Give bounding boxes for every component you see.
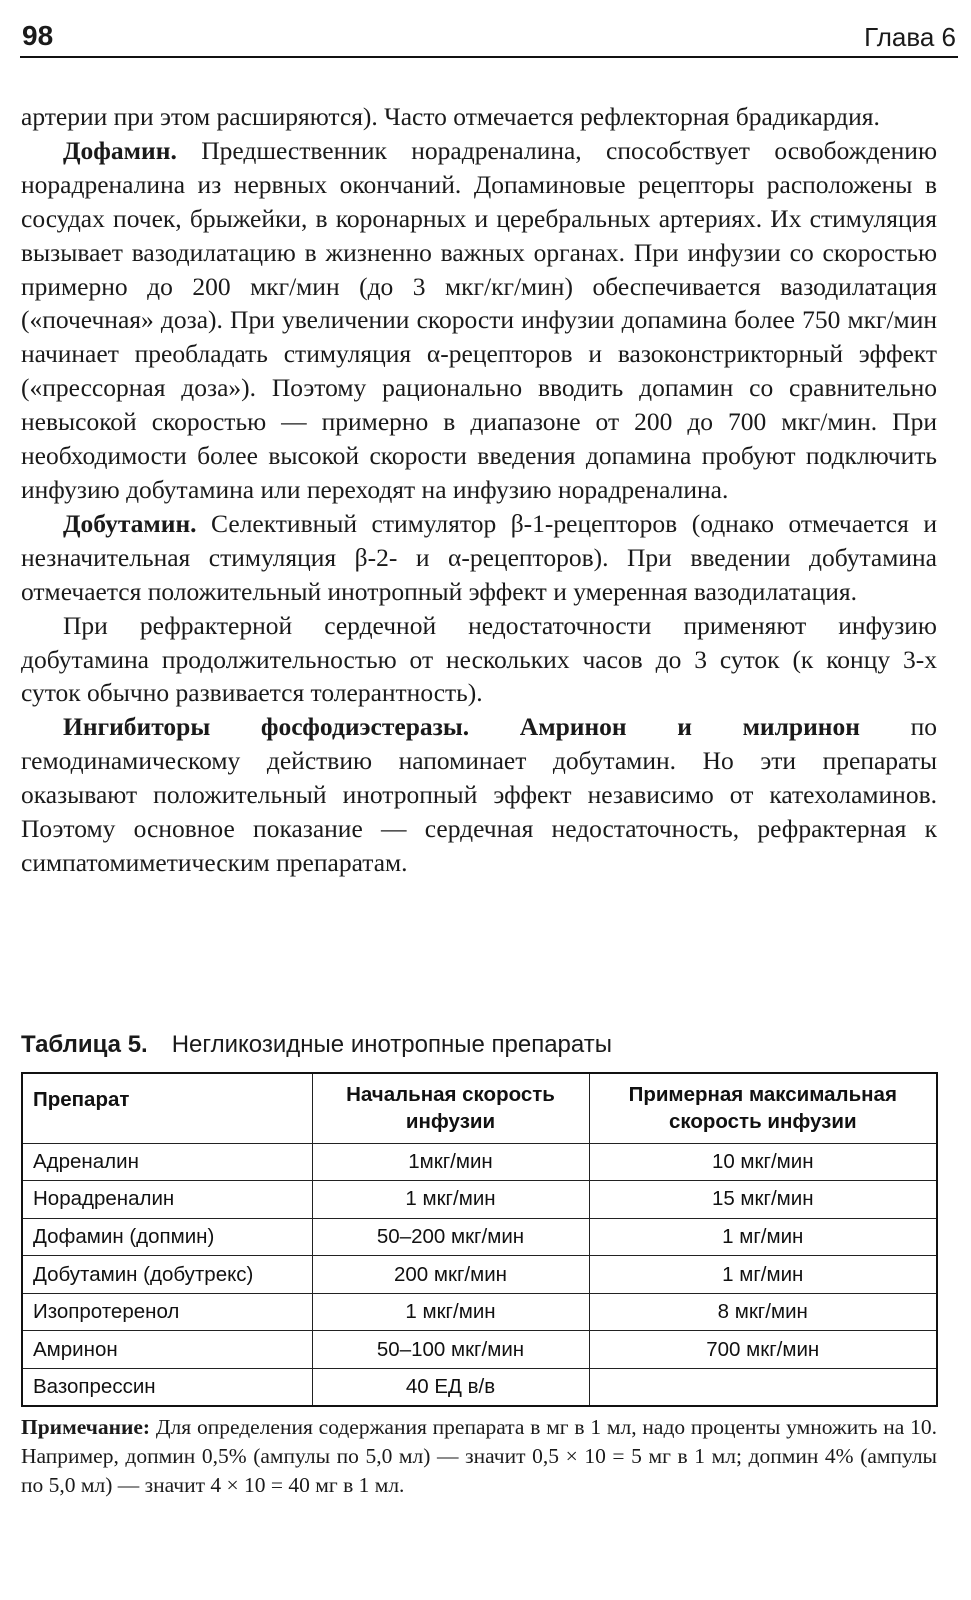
cell-initial-rate: 1мкг/мин — [312, 1143, 589, 1181]
table-row — [22, 1256, 937, 1294]
paragraph-text: Предшественник норадреналина, способствует освобождению норадреналина из нервных окончаний. Допаминовые рецепторы расположены в сосудах почек, брыжейки, в коронарных и церебральных артериях. Их стимуляция вызывает вазодилатацию в жизненно важных органах. При инфузии со скоростью примерно до 200 мкг/мин (до 3 мкг/кг/мин) обеспечивается вазодилатация («почечная» доза). При увеличении скорости инфузии допамина более 750 мкг/мин начинает преобладать стимуляция α-рецепторов и вазоконстрикторный эффект («прессорная доза»). Поэтому рационально вводить допамин со сравнительно невысокой скоростью — примерно в диапазоне от 200 до 700 мкг/мин. При необходимости более высокой скорости введения допамина пробуют подключить инфузию добутамина или переходят на инфузию норадреналина. — [21, 135, 937, 504]
table-note — [21, 1413, 937, 1500]
header-max-rate: Примерная максимальная скорость инфузии — [589, 1073, 937, 1143]
paragraph — [21, 609, 937, 711]
paragraph-lead: Добутамин. — [63, 508, 197, 538]
table-row — [22, 1181, 937, 1219]
cell-max-rate: 700 мкг/мин — [589, 1331, 937, 1369]
paragraph-lead: Дофамин. — [63, 135, 177, 165]
cell-drug: Вазопрессин — [22, 1369, 312, 1407]
table-row — [22, 1143, 937, 1181]
running-head — [20, 18, 958, 58]
paragraph — [21, 507, 937, 609]
cell-max-rate: 10 мкг/мин — [589, 1143, 937, 1181]
cell-max-rate: 1 мг/мин — [589, 1218, 937, 1256]
cell-drug: Адреналин — [22, 1143, 312, 1181]
chapter-title: Глава 6 — [864, 22, 956, 52]
header-initial-rate: Начальная скорость инфузии — [312, 1073, 589, 1143]
cell-drug: Добутамин (добутрекс) — [22, 1256, 312, 1294]
paragraph-text: по гемодинамическому действию напоминает добутамин. Но эти препараты оказывают положительный инотропный эффект независимо от катехоламинов. Поэтому основное показание — сердечная недостаточность, рефрактерная к симпатомиметическим препаратам. — [21, 712, 937, 877]
paragraph — [21, 710, 937, 880]
page-number: 98 — [22, 20, 54, 51]
table-row — [22, 1331, 937, 1369]
table-caption-title: Негликозидные инотропные препараты — [171, 1031, 612, 1058]
header-drug: Препарат — [22, 1073, 312, 1143]
table-caption-label: Таблица 5. — [21, 1031, 148, 1058]
cell-initial-rate: 40 ЕД в/в — [312, 1369, 589, 1407]
body-text — [21, 100, 937, 880]
table-row — [22, 1293, 937, 1331]
cell-max-rate — [589, 1369, 937, 1407]
note-text: Для определения содержания препарата в мг в 1 мл, надо проценты умножить на 10. Например, допмин 0,5% (ампулы по 5,0 мл) — значит 0,5 × 10 = 5 мг в 1 мл; допмин 4% (ампулы по 5,0 мл) — значит 4 × 10 = 40 мг в 1 мл. — [21, 1415, 937, 1497]
table-row — [22, 1369, 937, 1407]
paragraph-lead: Ингибиторы фосфодиэстеразы. Амринон и милринон — [63, 712, 860, 742]
cell-initial-rate: 1 мкг/мин — [312, 1293, 589, 1331]
cell-initial-rate: 1 мкг/мин — [312, 1181, 589, 1219]
cell-drug: Изопротеренол — [22, 1293, 312, 1331]
table-header-row — [22, 1073, 937, 1143]
cell-drug: Дофамин (допмин) — [22, 1218, 312, 1256]
cell-initial-rate: 200 мкг/мин — [312, 1256, 589, 1294]
drugs-table — [21, 1072, 938, 1407]
cell-initial-rate: 50–200 мкг/мин — [312, 1218, 589, 1256]
paragraph — [21, 134, 937, 507]
paragraph-text: артерии при этом расширяются). Часто отмечается рефлекторная брадикардия. — [21, 102, 880, 131]
paragraph-text: При рефрактерной сердечной недостаточности применяют инфузию добутамина продолжительностью от нескольких часов до 3 суток (к концу 3-х суток обычно развивается толерантность). — [21, 610, 937, 708]
cell-drug: Норадреналин — [22, 1181, 312, 1219]
cell-max-rate: 8 мкг/мин — [589, 1293, 937, 1331]
table-row — [22, 1218, 937, 1256]
paragraph — [21, 100, 937, 134]
cell-drug: Амринон — [22, 1331, 312, 1369]
cell-max-rate: 15 мкг/мин — [589, 1181, 937, 1219]
cell-max-rate: 1 мг/мин — [589, 1256, 937, 1294]
note-label: Примечание: — [21, 1415, 151, 1439]
cell-initial-rate: 50–100 мкг/мин — [312, 1331, 589, 1369]
paragraph-text: Селективный стимулятор β-1-рецепторов (однако отмечается и незначительная стимуляция β-2- и α-рецепторов). При введении добутамина отмечается положительный инотропный эффект и умеренная вазодилатация. — [21, 508, 937, 606]
table-caption — [21, 1031, 937, 1059]
